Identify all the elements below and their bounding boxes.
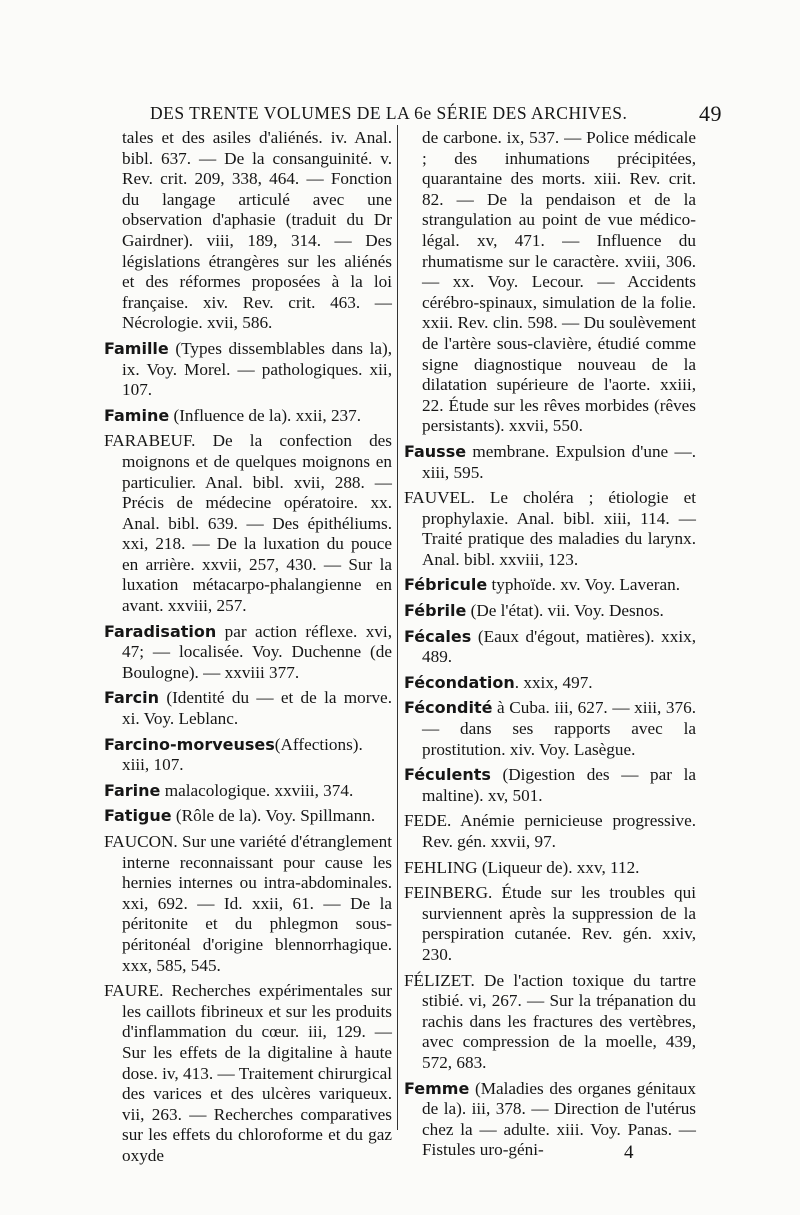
index-entry: Fatigue (Rôle de la). Voy. Spillmann. bbox=[104, 806, 376, 826]
index-entry: tales et des asiles d'aliénés. iv. Anal. bibl. 637. — De la consanguinité. v. Rev. crit. 209, 338, 464. — Fonction du langage articulé avec une observation d'aphasie (traduit du Dr Gairdner). viii, 189, 314. — Des législations étrangères sur les aliénés et des réformes proposées à la loi française. xiv. Rev. crit. 463. — Nécrologie. xvii, 586. bbox=[122, 128, 392, 333]
index-entry: FARABEUF. De la confection des moignons et de quelques moignons en particulier. Anal. bibl. xvii, 288. — Précis de médecine opératoire. xx. Anal. bibl. 639. — Des épithéliums. xxi, 218. — De la luxation du pouce en arrière. xxvii, 257, 430. — Sur la luxation métacarpo-phalangienne en avant. xxviii, 257. bbox=[104, 431, 392, 616]
index-entry: Farcin (Identité du — et de la morve. xi. Voy. Leblanc. bbox=[104, 688, 392, 729]
index-entry: FAURE. Recherches expérimentales sur les caillots fibrineux et sur les produits d'inflammation du cœur. iii, 129. — Sur les effets de la digitaline à haute dose. iv, 413. — Traitement chirurgical des varices et des ulcères variqueux. vii, 263. — Recherches comparatives sur les effets du chloroforme et du gaz oxyde bbox=[104, 981, 392, 1165]
index-entry: FEDE. Anémie pernicieuse progressive. Rev. gén. xxvii, 97. bbox=[404, 811, 696, 851]
running-title: DES TRENTE VOLUMES DE LA 6e SÉRIE DES ARCHIVES. bbox=[150, 103, 628, 123]
index-entry: FEHLING (Liqueur de). xxv, 112. bbox=[404, 857, 640, 877]
right-column bbox=[404, 128, 696, 1166]
index-entry: Famine (Influence de la). xxii, 237. bbox=[104, 405, 362, 425]
index-entry: Farine malacologique. xxviii, 374. bbox=[104, 780, 354, 800]
index-entry: FAUVEL. Le choléra ; étiologie et prophylaxie. Anal. bibl. xiii, 114. — Traité pratique des maladies du larynx. Anal. bibl. xxviii, 123. bbox=[404, 488, 696, 569]
index-entry: Fébricule typhoïde. xv. Voy. Laveran. bbox=[404, 575, 681, 595]
left-column bbox=[104, 128, 392, 1172]
page-number: 49 bbox=[699, 101, 722, 126]
column-divider bbox=[397, 125, 398, 1130]
index-entry: Fébrile (De l'état). vii. Voy. Desnos. bbox=[404, 601, 664, 621]
index-entry: Fécondité à Cuba. iii, 627. — xiii, 376. — dans ses rapports avec la prostitution. xiv. Voy. Lasègue. bbox=[404, 698, 696, 759]
index-entry: Fécales (Eaux d'égout, matières). xxix, 489. bbox=[404, 626, 696, 667]
printer-signature-mark: 4 bbox=[624, 1142, 634, 1163]
index-entry: Faradisation par action réflexe. xvi, 47; — localisée. Voy. Duchenne (de Boulogne). — xxviii 377. bbox=[104, 621, 392, 682]
index-entry: Fécondation. xxix, 497. bbox=[404, 672, 593, 692]
index-entry: Farcino-morveuses(Affections). xiii, 107. bbox=[104, 734, 363, 775]
index-entry: FÉLIZET. De l'action toxique du tartre stibié. vi, 267. — Sur la trépanation du rachis dans les fractures des vertèbres, avec compression de la moelle, 439, 572, 683. bbox=[404, 970, 696, 1072]
index-entry: Fausse membrane. Expulsion d'une —. xiii, 595. bbox=[404, 441, 696, 482]
index-entry: FAUCON. Sur une variété d'étranglement interne reconnaissant pour cause les hernies internes ou intra-abdominales. xxi, 692. — Id. xxii, 61. — De la péritonite et du phlegmon sous-péritonéal d'origine blennorrhagique. xxx, 585, 545. bbox=[104, 832, 392, 975]
index-entry: de carbone. ix, 537. — Police médicale ; des inhumations précipitées, quarantaine des morts. xiii. Rev. crit. 82. — De la pendaison et de la strangulation au point de vue médico-légal. xv, 471. — Influence du rhumatisme sur le caractère. xviii, 306. — xx. Voy. Lecour. — Accidents cérébro-spinaux, simulation de la folie. xxii. Rev. clin. 598. — Du soulèvement de l'artère sous-clavière, étudié comme signe diagnostique nouveau de la dilatation supérieure de l'aorte. xxiii, 22. Étude sur les rêves morbides (rêves persistants). xxvii, 550. bbox=[422, 128, 696, 436]
index-entry: Famille (Types dissemblables dans la), ix. Voy. Morel. — pathologiques. xii, 107. bbox=[104, 338, 392, 400]
index-entry: Féculents (Digestion des — par la maltine). xv, 501. bbox=[404, 765, 696, 805]
index-entry: FEINBERG. Étude sur les troubles qui surviennent après la suppression de la perspiration cutanée. Rev. gén. xxiv, 230. bbox=[404, 883, 696, 964]
index-entry: Femme (Maladies des organes génitaux de la). iii, 378. — Direction de l'utérus chez la — adulte. xiii. Voy. Panas. — Fistules uro-géni- bbox=[404, 1078, 696, 1160]
